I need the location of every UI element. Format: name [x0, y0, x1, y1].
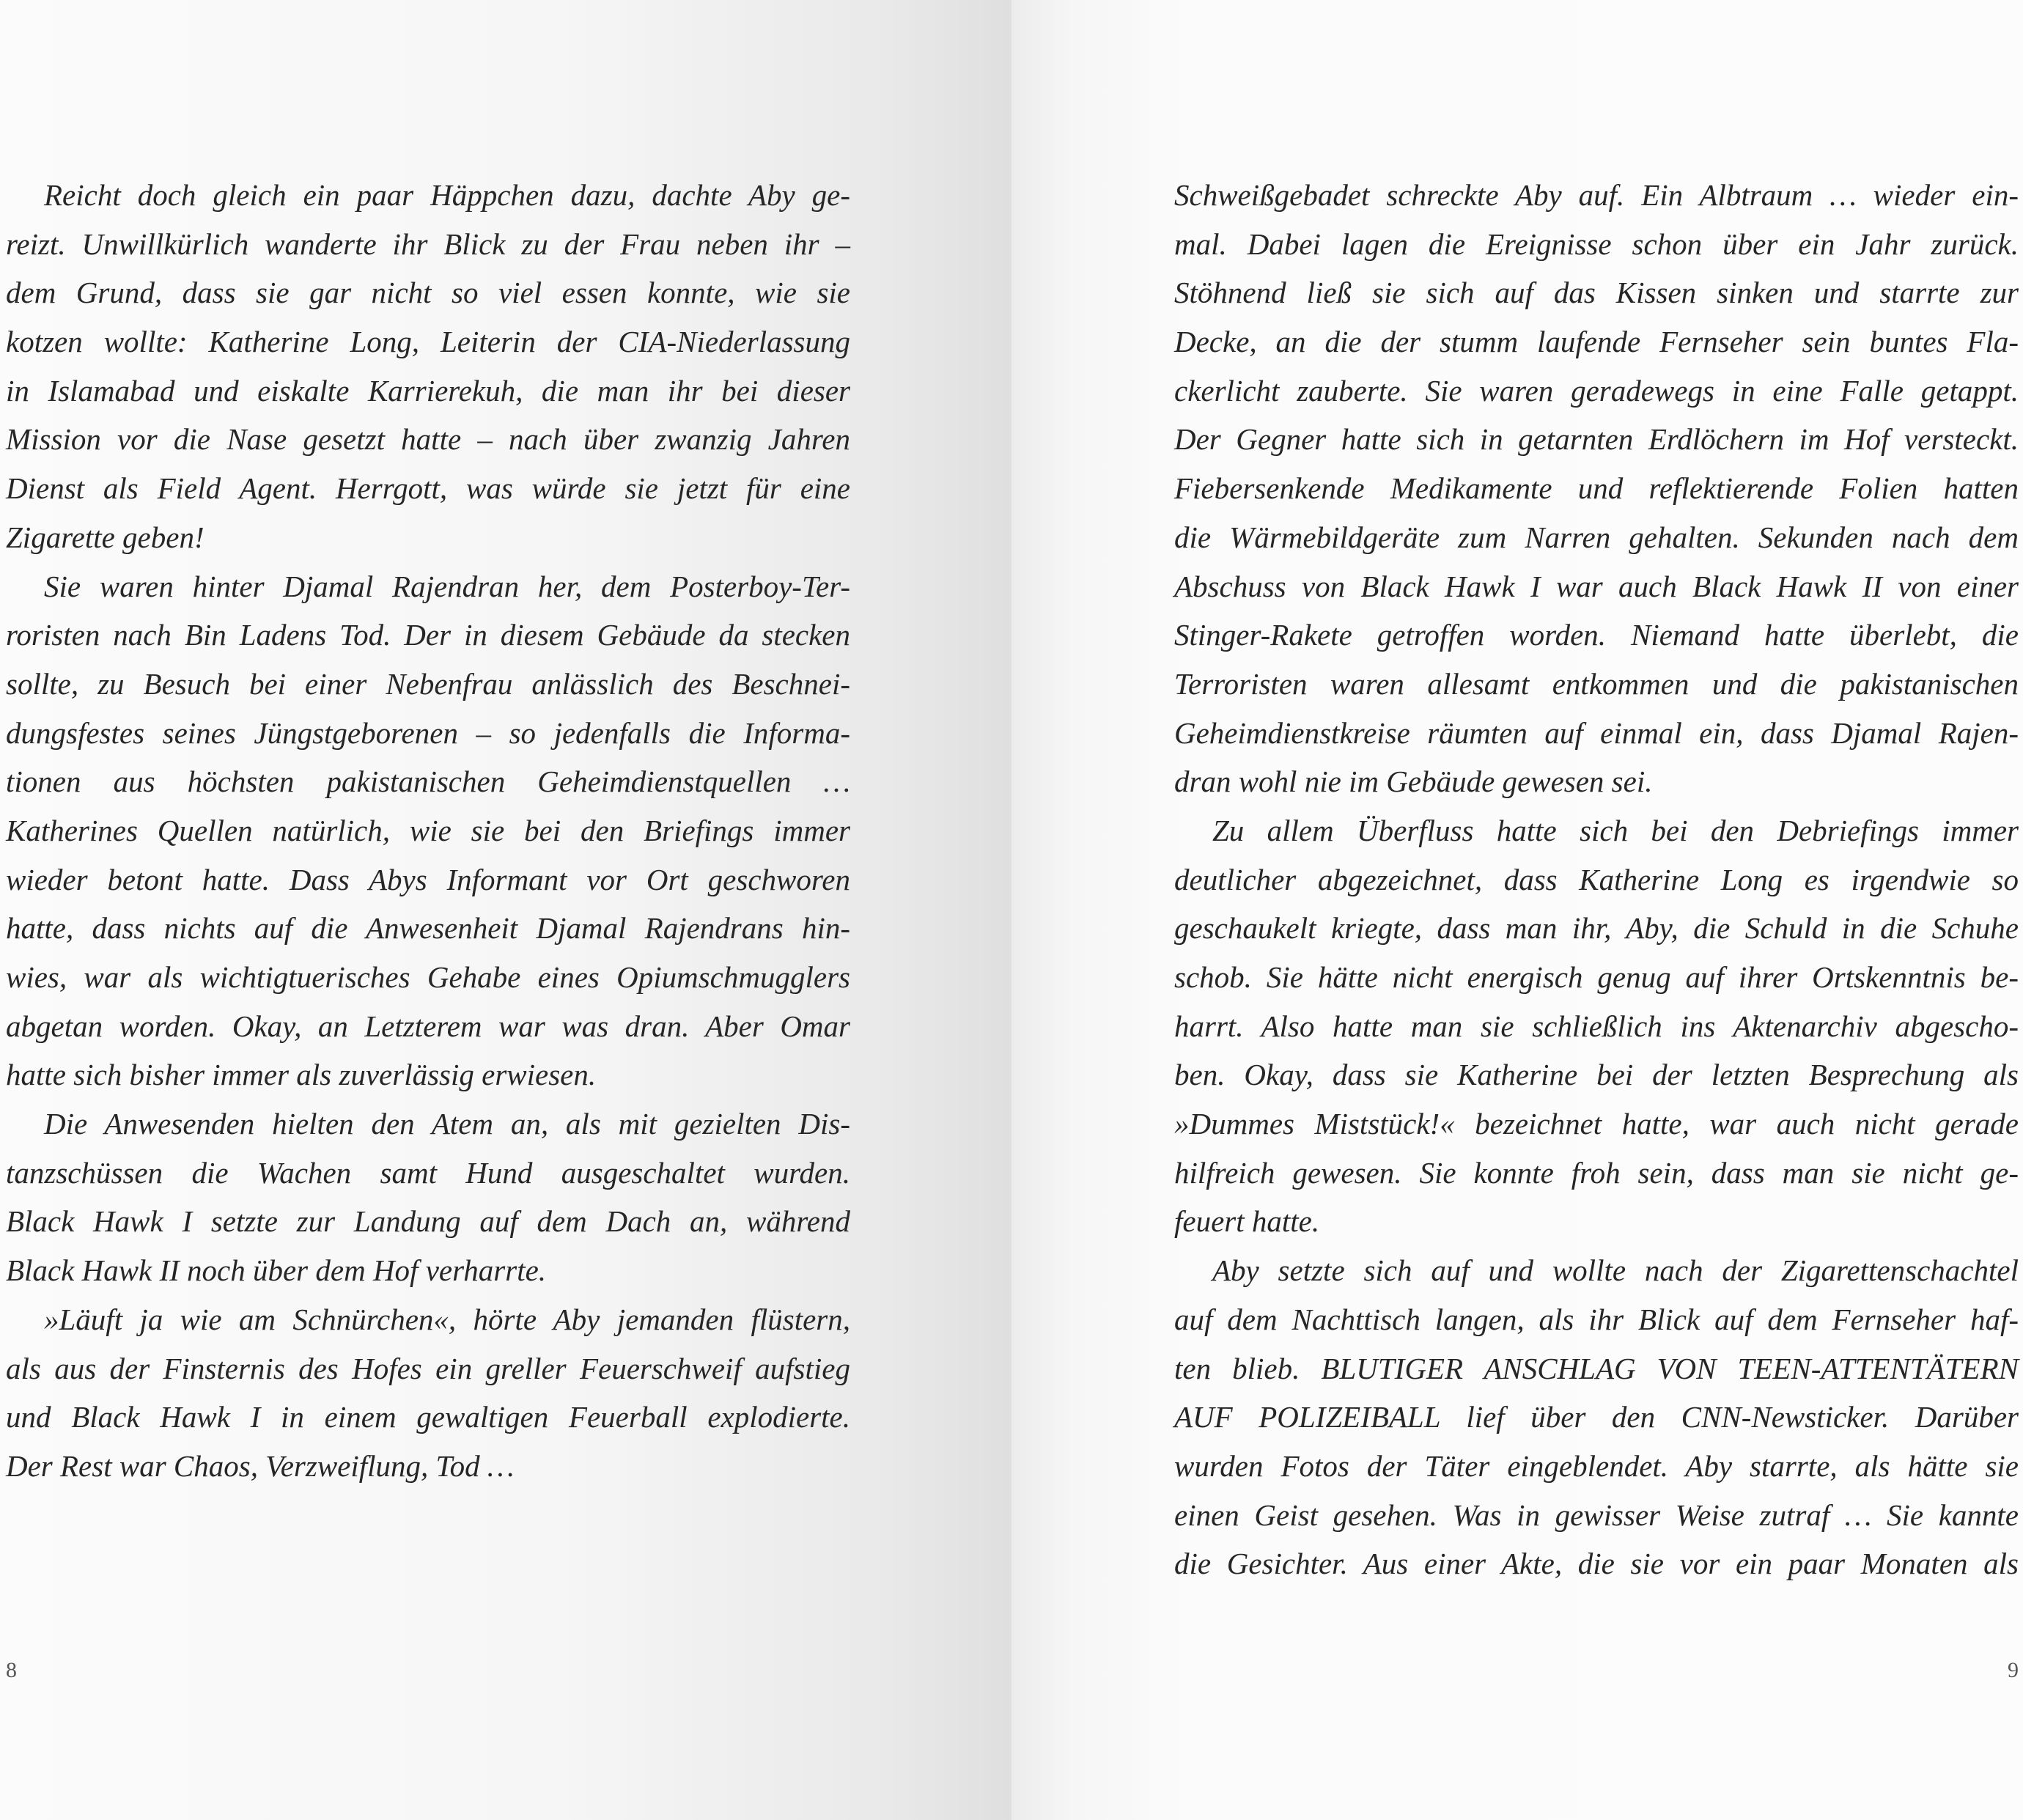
- text-line: deutlicher abgezeichnet, dass Katherine Long es irgendwie so: [1174, 862, 2019, 896]
- text-line: Der Rest war Chaos, Verzweiflung, Tod …: [6, 1448, 515, 1483]
- text-line: Terroristen waren allesamt entkommen und die pakistanischen: [1174, 666, 2019, 701]
- text-line: als aus der Finsternis des Hofes ein greller Feuerschweif aufstieg: [6, 1351, 850, 1385]
- text-line: Decke, an die der stumm laufende Fernseher sein buntes Fla-: [1174, 325, 2019, 359]
- text-line: Dienst als Field Agent. Herrgott, was würde sie jetzt für eine: [6, 471, 850, 506]
- text-line: geschaukelt kriegte, dass man ihr, Aby, die Schuld in die Schuhe: [1174, 911, 2019, 946]
- text-line: tionen aus höchsten pakistanischen Geheimdienstquellen …: [6, 765, 850, 799]
- text-line: kotzen wollte: Katherine Long, Leiterin der CIA-Niederlassung: [6, 325, 850, 359]
- text-line: in Islamabad und eiskalte Karrierekuh, die man ihr bei dieser: [6, 373, 850, 408]
- text-line: die Gesichter. Aus einer Akte, die sie vor ein paar Monaten als: [1174, 1547, 2019, 1581]
- text-line: wieder betont hatte. Dass Abys Informant vor Ort geschworen: [6, 862, 850, 896]
- text-line: dungsfestes seines Jüngstgeborenen – so jedenfalls die Informa-: [6, 715, 850, 750]
- text-line: Reicht doch gleich ein paar Häppchen dazu, dachte Aby ge-: [44, 178, 850, 212]
- text-line: auf dem Nachttisch langen, als ihr Blick auf dem Fernseher haf-: [1174, 1302, 2019, 1336]
- text-line: Zigarette geben!: [6, 520, 204, 554]
- text-line: Mission vor die Nase gesetzt hatte – nach über zwanzig Jahren: [6, 422, 850, 457]
- text-line: Schweißgebadet schreckte Aby auf. Ein Albtraum … wieder ein-: [1174, 178, 2019, 212]
- text-line: Black Hawk I setzte zur Landung auf dem Dach an, während: [6, 1204, 850, 1239]
- text-line: wies, war als wichtigtuerisches Gehabe eines Opiumschmugglers: [6, 960, 850, 994]
- text-line: Aby setzte sich auf und wollte nach der Zigarettenschachtel: [1212, 1253, 2019, 1288]
- text-line: mal. Dabei lagen die Ereignisse schon über ein Jahr zurück.: [1174, 226, 2019, 261]
- text-line: »Dummes Miststück!« bezeichnet hatte, war auch nicht gerade: [1174, 1107, 2019, 1141]
- text-line: Geheimdienstkreise räumten auf einmal ein, dass Djamal Rajen-: [1174, 715, 2019, 750]
- text-line: Zu allem Überfluss hatte sich bei den Debriefings immer: [1212, 813, 2019, 847]
- text-line: Stinger-Rakete getroffen worden. Niemand hatte überlebt, die: [1174, 618, 2019, 652]
- text-line: harrt. Also hatte man sie schließlich ins Aktenarchiv abgescho-: [1174, 1009, 2019, 1043]
- text-line: die Wärmebildgeräte zum Narren gehalten. Sekunden nach dem: [1174, 520, 2019, 554]
- text-line: sollte, zu Besuch bei einer Nebenfrau anlässlich des Beschnei-: [6, 666, 850, 701]
- text-line: hatte, dass nichts auf die Anwesenheit Djamal Rajendrans hin-: [6, 911, 850, 946]
- right-page: [1012, 0, 2023, 1820]
- text-line: Fiebersenkende Medikamente und reflektierende Folien hatten: [1174, 471, 2019, 506]
- text-line: ten blieb. BLUTIGER ANSCHLAG VON TEEN-ATTENTÄTERN: [1174, 1351, 2019, 1385]
- text-line: hatte sich bisher immer als zuverlässig erwiesen.: [6, 1058, 597, 1092]
- text-line: wurden Fotos der Täter eingeblendet. Aby starrte, als hätte sie: [1174, 1448, 2019, 1483]
- text-line: tanzschüssen die Wachen samt Hund ausgeschaltet wurden.: [6, 1155, 850, 1190]
- text-line: Abschuss von Black Hawk I war auch Black Hawk II von einer: [1174, 569, 2019, 603]
- text-line: schob. Sie hätte nicht energisch genug auf ihrer Ortskenntnis be-: [1174, 960, 2019, 994]
- text-line: Der Gegner hatte sich in getarnten Erdlöchern im Hof versteckt.: [1174, 422, 2019, 457]
- right-page-text: [1174, 171, 2019, 1588]
- text-line: Sie waren hinter Djamal Rajendran her, dem Posterboy-Ter-: [44, 569, 850, 603]
- text-line: dran wohl nie im Gebäude gewesen sei.: [1174, 765, 1653, 799]
- text-line: Katherines Quellen natürlich, wie sie bei den Briefings immer: [6, 813, 850, 847]
- text-line: »Läuft ja wie am Schnürchen«, hörte Aby jemanden flüstern,: [44, 1302, 850, 1336]
- text-line: ckerlicht zauberte. Sie waren geradewegs in eine Falle getappt.: [1174, 373, 2019, 408]
- page-number-right: 9: [2008, 1658, 2019, 1682]
- page-number-left: 8: [6, 1658, 17, 1682]
- text-line: Black Hawk II noch über dem Hof verharrte.: [6, 1253, 547, 1288]
- text-line: reizt. Unwillkürlich wanderte ihr Blick zu der Frau neben ihr –: [6, 226, 850, 261]
- text-line: ben. Okay, dass sie Katherine bei der letzten Besprechung als: [1174, 1058, 2019, 1092]
- text-line: feuert hatte.: [1174, 1204, 1320, 1239]
- text-line: einen Geist gesehen. Was in gewisser Weise zutraf … Sie kannte: [1174, 1497, 2019, 1532]
- text-line: Stöhnend ließ sie sich auf das Kissen sinken und starrte zur: [1174, 276, 2019, 310]
- text-line: roristen nach Bin Ladens Tod. Der in diesem Gebäude da stecken: [6, 618, 850, 652]
- left-page-text: [6, 171, 850, 1491]
- text-line: abgetan worden. Okay, an Letzterem war was dran. Aber Omar: [6, 1009, 850, 1043]
- text-line: hilfreich gewesen. Sie konnte froh sein, dass man sie nicht ge-: [1174, 1155, 2019, 1190]
- text-line: Die Anwesenden hielten den Atem an, als mit gezielten Dis-: [44, 1107, 850, 1141]
- text-line: dem Grund, dass sie gar nicht so viel essen konnte, wie sie: [6, 276, 850, 310]
- text-line: und Black Hawk I in einem gewaltigen Feuerball explodierte.: [6, 1400, 850, 1434]
- text-line: AUF POLIZEIBALL lief über den CNN-Newsticker. Darüber: [1174, 1400, 2019, 1434]
